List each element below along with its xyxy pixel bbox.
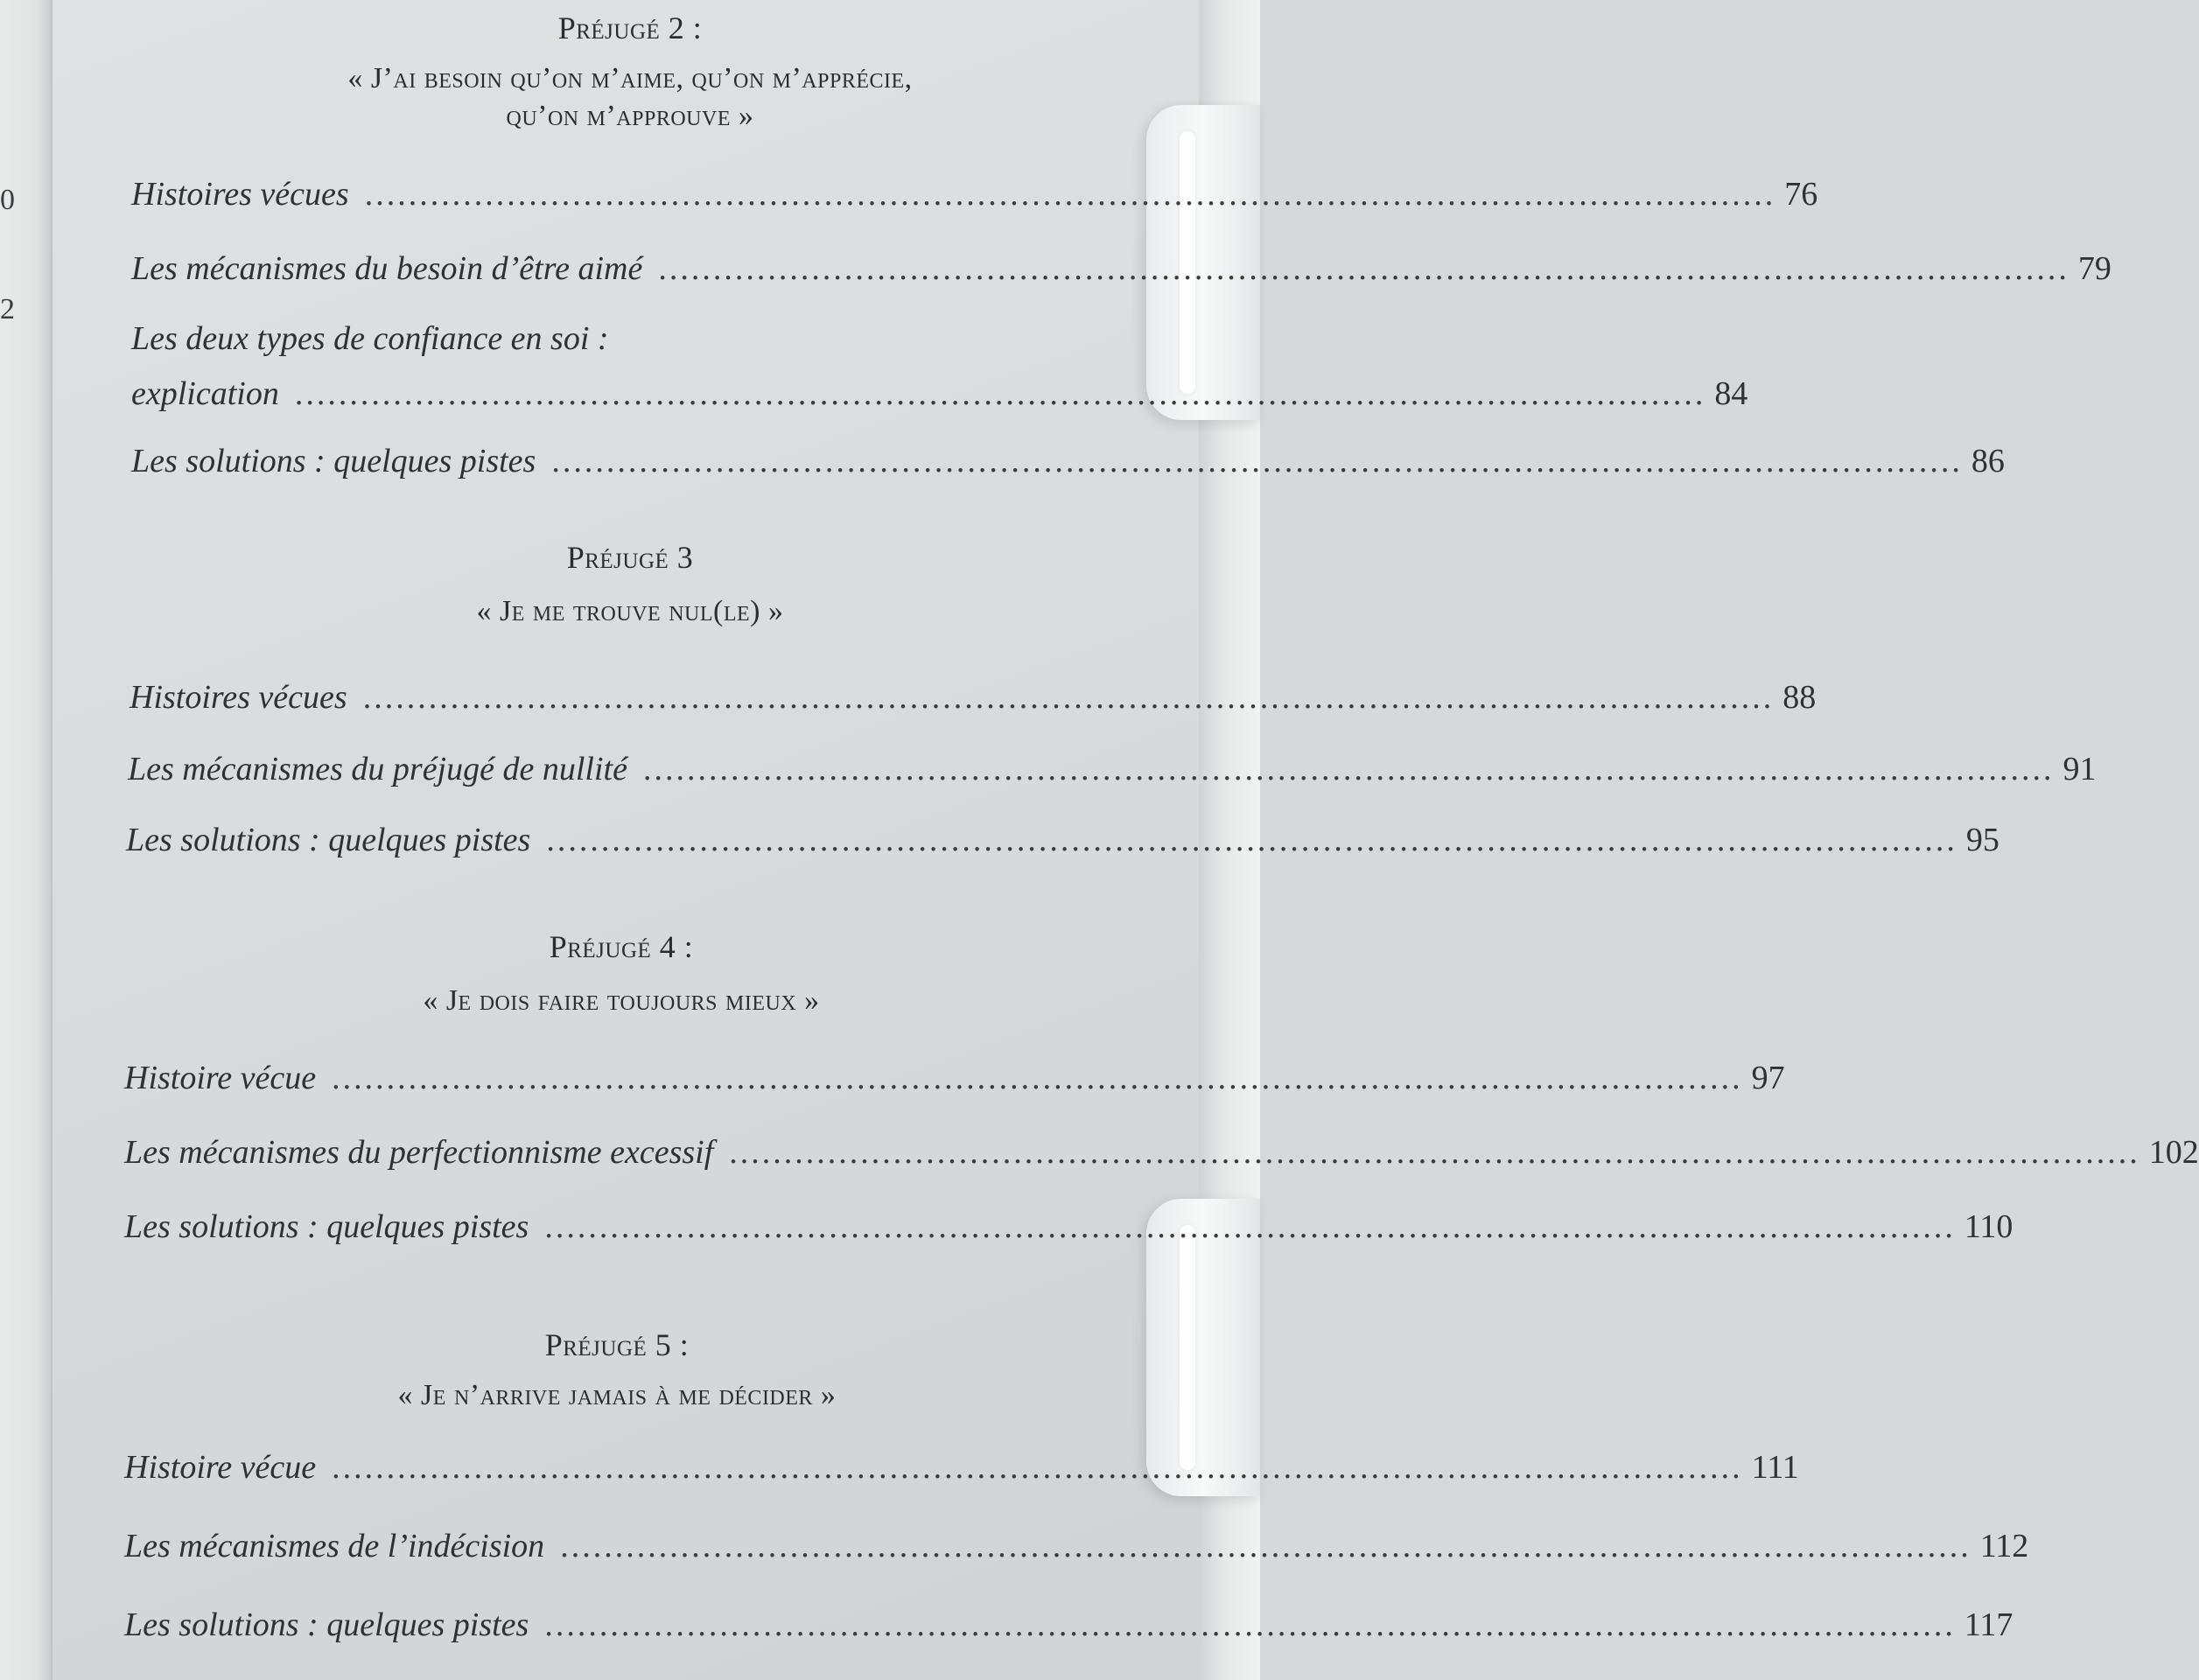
dot-leader: ................................................................................................................................. <box>332 1060 1743 1096</box>
entry-title: Les mécanismes du besoin d’être aimé <box>131 250 643 287</box>
section-quote-line: « Je dois faire toujours mieux » <box>423 984 820 1017</box>
toc-entry[interactable] <box>124 1133 2199 1172</box>
dot-leader: ................................................................................................................................. <box>658 250 2069 287</box>
margin-fragment: 2 <box>0 293 15 326</box>
dot-leader: ................................................................................................................................. <box>332 1449 1743 1486</box>
dot-leader: ................................................................................................................................. <box>729 1134 2140 1171</box>
toc-entry[interactable] <box>124 1059 1785 1097</box>
entry-page-number: 110 <box>1964 1208 2013 1245</box>
entry-page-number: 97 <box>1751 1060 1785 1096</box>
section-heading <box>228 928 1015 1020</box>
entry-page-number: 91 <box>2062 751 2097 788</box>
dot-leader: ................................................................................................................................. <box>544 1606 1956 1643</box>
dot-leader: ................................................................................................................................. <box>551 443 1963 480</box>
entry-title: Les solutions : quelques pistes <box>126 822 531 858</box>
dot-leader: ................................................................................................................................. <box>642 751 2055 788</box>
section-heading <box>236 538 1024 631</box>
entry-title: explication <box>131 375 279 412</box>
dot-leader: ................................................................................................................................. <box>294 375 1706 412</box>
section-label: Préjugé 3 <box>566 540 694 575</box>
entry-title: Histoire vécue <box>124 1060 317 1096</box>
entry-page-number: 112 <box>1979 1528 2029 1564</box>
dot-leader: ................................................................................................................................. <box>546 822 1957 858</box>
entry-title-line: Les deux types de confiance en soi : <box>131 320 609 357</box>
toc-entry[interactable] <box>128 750 2097 788</box>
entry-page-number: 84 <box>1714 375 1748 412</box>
toc-entry[interactable] <box>131 175 1818 214</box>
toc-entry[interactable] <box>124 1527 2029 1565</box>
entry-title: Les mécanismes du perfectionnisme excessif <box>124 1134 714 1171</box>
section-heading <box>223 1326 1011 1415</box>
entry-title: Les mécanismes du préjugé de nullité <box>128 751 627 788</box>
toc-entry[interactable] <box>126 821 1999 859</box>
dot-leader: ................................................................................................................................. <box>364 176 1776 213</box>
entry-page-number: 86 <box>1971 443 2005 480</box>
margin-fragment: 0 <box>0 184 15 216</box>
entry-page-number: 95 <box>1965 822 1999 858</box>
section-quote-line: qu’on m’approuve » <box>506 99 754 132</box>
section-quote-line: « J’ai besoin qu’on m’aime, qu’on m’apprécie, <box>347 62 913 94</box>
entry-title: Histoires vécues <box>131 176 349 213</box>
entry-page-number: 111 <box>1751 1449 1799 1486</box>
section-label: Préjugé 5 : <box>544 1327 690 1362</box>
entry-page-number: 79 <box>2077 250 2111 287</box>
toc-entry[interactable] <box>124 1448 1799 1487</box>
entry-title: Histoires vécues <box>130 679 347 716</box>
section-label: Préjugé 2 : <box>557 10 703 46</box>
toc-entry[interactable] <box>130 678 1817 717</box>
entry-title: Les mécanismes de l’indécision <box>124 1528 545 1564</box>
section-quote-line: « Je n’arrive jamais à me décider » <box>397 1379 837 1411</box>
toc-entry[interactable] <box>131 442 2005 480</box>
entry-title: Les solutions : quelques pistes <box>124 1606 529 1643</box>
entry-title: Histoire vécue <box>124 1449 317 1486</box>
toc-entry[interactable] <box>131 374 1748 413</box>
entry-page-number: 102 <box>2148 1134 2199 1171</box>
toc-entry[interactable] <box>124 1606 2013 1644</box>
entry-page-number: 88 <box>1782 679 1817 716</box>
entry-page-number: 76 <box>1784 176 1818 213</box>
section-quote-line: « Je me trouve nul(le) » <box>476 595 784 627</box>
dot-leader: ................................................................................................................................. <box>362 679 1775 716</box>
dot-leader: ................................................................................................................................. <box>560 1528 1971 1564</box>
toc-entry[interactable] <box>124 1208 2013 1246</box>
dot-leader: ................................................................................................................................. <box>544 1208 1956 1245</box>
section-label: Préjugé 4 : <box>549 929 694 964</box>
entry-page-number: 117 <box>1964 1606 2013 1643</box>
section-heading <box>236 9 1024 135</box>
entry-title: Les solutions : quelques pistes <box>124 1208 529 1245</box>
entry-title: Les solutions : quelques pistes <box>131 443 536 480</box>
toc-entry[interactable] <box>131 249 2111 288</box>
